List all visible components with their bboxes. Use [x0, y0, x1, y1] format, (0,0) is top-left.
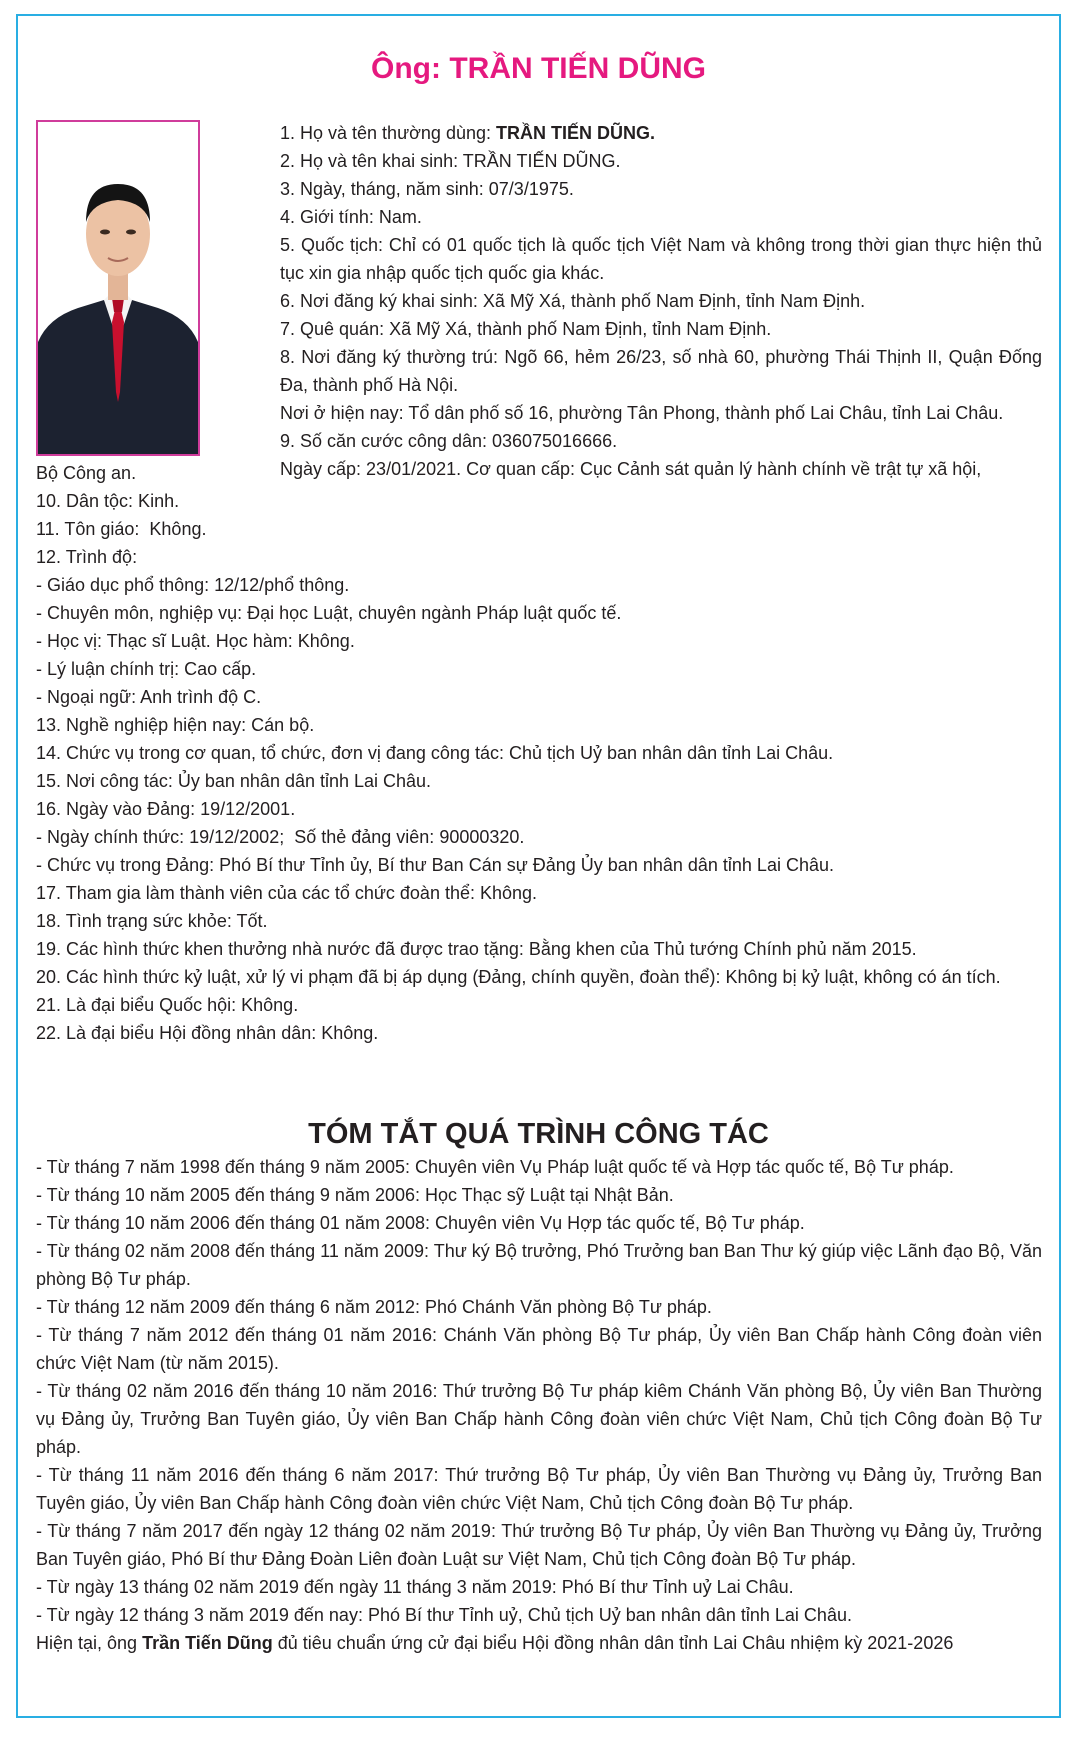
info-item: - Giáo dục phổ thông: 12/12/phổ thông.	[36, 575, 350, 595]
info-item: 10. Dân tộc: Kinh.	[36, 491, 180, 511]
info-item: 16. Ngày vào Đảng: 19/12/2001.	[36, 799, 296, 819]
career-list	[36, 1153, 1042, 1657]
personal-info-top	[280, 119, 1042, 483]
info-item: - Chuyên môn, nghiệp vụ: Đại học Luật, chuyên ngành Pháp luật quốc tế.	[36, 603, 622, 623]
career-item: - Từ tháng 02 năm 2016 đến tháng 10 năm 2016: Thứ trưởng Bộ Tư pháp kiêm Chánh Văn phòng Bộ, Ủy viên Ban Thường vụ Đảng ủy, Trưởng Ban Tuyên giáo, Ủy viên Ban Chấp hành Công đoàn viên chức Việt Nam, Chủ tịch Công đoàn Bộ Tư pháp.	[36, 1381, 1042, 1457]
info-item: 15. Nơi công tác: Ủy ban nhân dân tỉnh Lai Châu.	[36, 771, 432, 791]
info-item: 20. Các hình thức kỷ luật, xử lý vi phạm đã bị áp dụng (Đảng, chính quyền, đoàn thể): Không bị kỷ luật, không có án tích.	[36, 967, 1001, 987]
info-line-hometown: 7. Quê quán: Xã Mỹ Xá, thành phố Nam Định, tỉnh Nam Định.	[280, 319, 772, 339]
career-item: - Từ tháng 7 năm 1998 đến tháng 9 năm 2005: Chuyên viên Vụ Pháp luật quốc tế và Hợp tác quốc tế, Bộ Tư pháp.	[36, 1157, 954, 1177]
info-item: 19. Các hình thức khen thưởng nhà nước đã được trao tặng: Bằng khen của Thủ tướng Chính phủ năm 2015.	[36, 939, 917, 959]
info-item: 12. Trình độ:	[36, 547, 138, 567]
info-item: 18. Tình trạng sức khỏe: Tốt.	[36, 911, 268, 931]
info-line-current-address: Nơi ở hiện nay: Tổ dân phố số 16, phường Tân Phong, thành phố Lai Châu, tỉnh Lai Châu.	[280, 403, 1004, 423]
info-line-birth-name: 2. Họ và tên khai sinh: TRẦN TIẾN DŨNG.	[280, 151, 621, 171]
info-item: 21. Là đại biểu Quốc hội: Không.	[36, 995, 299, 1015]
info-line-id-issuer-cont: Bộ Công an.	[36, 463, 137, 483]
career-item: - Từ ngày 13 tháng 02 năm 2019 đến ngày 11 tháng 3 năm 2019: Phó Bí thư Tỉnh uỷ Lai Châu.	[36, 1577, 794, 1597]
info-item: - Chức vụ trong Đảng: Phó Bí thư Tỉnh ủy, Bí thư Ban Cán sự Đảng Ủy ban nhân dân tỉnh Lai Châu.	[36, 855, 834, 875]
career-item: - Từ tháng 7 năm 2017 đến ngày 12 tháng 02 năm 2019: Thứ trưởng Bộ Tư pháp, Ủy viên Ban Thường vụ Đảng ủy, Trưởng Ban Tuyên giáo, Phó Bí thư Đảng Đoàn Liên đoàn Luật sư Việt Nam, Chủ tịch Công đoàn Bộ Tư pháp.	[36, 1521, 1042, 1569]
closing-statement: Hiện tại, ông Trần Tiến Dũng đủ tiêu chuẩn ứng cử đại biểu Hội đồng nhân dân tỉnh Lai Châu nhiệm kỳ 2021-2026	[36, 1633, 954, 1653]
info-item: - Ngoại ngữ: Anh trình độ C.	[36, 687, 262, 707]
portrait-photo	[36, 120, 200, 456]
career-item: - Từ ngày 12 tháng 3 năm 2019 đến nay: Phó Bí thư Tỉnh uỷ, Chủ tịch Uỷ ban nhân dân tỉnh Lai Châu.	[36, 1605, 852, 1625]
info-item: - Ngày chính thức: 19/12/2002; Số thẻ đảng viên: 90000320.	[36, 827, 525, 847]
info-item: - Lý luận chính trị: Cao cấp.	[36, 659, 257, 679]
page-title: Ông: TRẦN TIẾN DŨNG	[371, 52, 706, 85]
career-section-title: TÓM TẮT QUÁ TRÌNH CÔNG TÁC	[308, 1118, 769, 1150]
info-line-id-issue: Ngày cấp: 23/01/2021. Cơ quan cấp: Cục Cảnh sát quản lý hành chính về trật tự xã hội,	[280, 459, 982, 479]
info-line-nationality: 5. Quốc tịch: Chỉ có 01 quốc tịch là quốc tịch Việt Nam và không trong thời gian thực hiện thủ tục xin gia nhập quốc tịch quốc gia khác.	[280, 235, 1042, 283]
info-line-id-number: 9. Số căn cước công dân: 036075016666.	[280, 431, 618, 451]
info-item: 11. Tôn giáo: Không.	[36, 519, 207, 539]
info-line-name: 1. Họ và tên thường dùng: TRẦN TIẾN DŨNG.	[280, 123, 655, 143]
career-item: - Từ tháng 11 năm 2016 đến tháng 6 năm 2017: Thứ trưởng Bộ Tư pháp, Ủy viên Ban Thường vụ Đảng ủy, Trưởng Ban Tuyên giáo, Ủy viên Ban Chấp hành Công đoàn viên chức Việt Nam, Chủ tịch Công đoàn Bộ Tư pháp.	[36, 1465, 1042, 1513]
info-line-dob: 3. Ngày, tháng, năm sinh: 07/3/1975.	[280, 179, 574, 199]
info-item: 14. Chức vụ trong cơ quan, tổ chức, đơn vị đang công tác: Chủ tịch Uỷ ban nhân dân tỉnh Lai Châu.	[36, 743, 834, 763]
career-item: - Từ tháng 12 năm 2009 đến tháng 6 năm 2012: Phó Chánh Văn phòng Bộ Tư pháp.	[36, 1297, 712, 1317]
info-line-gender: 4. Giới tính: Nam.	[280, 207, 422, 227]
career-item: - Từ tháng 02 năm 2008 đến tháng 11 năm 2009: Thư ký Bộ trưởng, Phó Trưởng ban Ban Thư ký giúp việc Lãnh đạo Bộ, Văn phòng Bộ Tư pháp.	[36, 1241, 1042, 1289]
info-item: - Học vị: Thạc sĩ Luật. Học hàm: Không.	[36, 631, 355, 651]
info-item: 22. Là đại biểu Hội đồng nhân dân: Không.	[36, 1023, 379, 1043]
info-item: 13. Nghề nghiệp hiện nay: Cán bộ.	[36, 715, 315, 735]
career-item: - Từ tháng 10 năm 2005 đến tháng 9 năm 2006: Học Thạc sỹ Luật tại Nhật Bản.	[36, 1185, 674, 1205]
career-item: - Từ tháng 10 năm 2006 đến tháng 01 năm 2008: Chuyên viên Vụ Hợp tác quốc tế, Bộ Tư pháp.	[36, 1213, 805, 1233]
info-line-residence: 8. Nơi đăng ký thường trú: Ngõ 66, hẻm 26/23, số nhà 60, phường Thái Thịnh II, Quận Đống Đa, thành phố Hà Nội.	[280, 347, 1042, 395]
personal-info-bottom	[36, 487, 1042, 1047]
info-line-birthplace: 6. Nơi đăng ký khai sinh: Xã Mỹ Xá, thành phố Nam Định, tỉnh Nam Định.	[280, 291, 866, 311]
info-item: 17. Tham gia làm thành viên của các tổ chức đoàn thể: Không.	[36, 883, 538, 903]
career-item: - Từ tháng 7 năm 2012 đến tháng 01 năm 2016: Chánh Văn phòng Bộ Tư pháp, Ủy viên Ban Chấp hành Công đoàn viên chức Việt Nam (từ năm 2015).	[36, 1325, 1042, 1373]
